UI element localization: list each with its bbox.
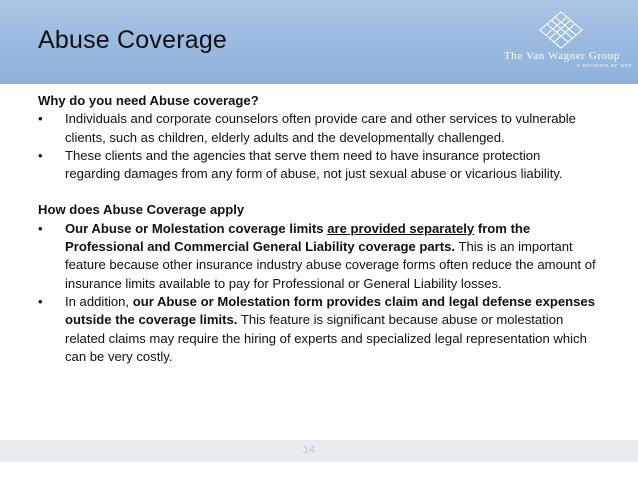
logo-emblem-icon	[536, 10, 586, 50]
slide-title: Abuse Coverage	[38, 26, 228, 54]
logo-company-name: The Van Wagner Group	[503, 50, 621, 62]
bullet-icon: •	[38, 220, 43, 236]
bullet-bold-text: Our Abuse or Molestation coverage limits	[65, 220, 328, 236]
bullet-lead-text: In addition,	[65, 293, 133, 309]
bullet-list-why	[38, 110, 598, 183]
bullet-text: This feature is significant because abuse or molestation related claims may require the hiring of experts and specialized legal representation which can be very costly.	[65, 312, 587, 364]
bullet-icon: •	[38, 147, 43, 163]
bullet-item	[38, 147, 598, 184]
bullet-icon: •	[38, 293, 43, 309]
section-heading-how: How does Abuse Coverage apply	[38, 202, 245, 218]
bullet-bold-text: from the Professional and Commercial General Liability coverage parts.	[65, 220, 531, 255]
bullet-text: These clients and the agencies that serve them need to have insurance protection regarding damages from any form of abuse, not just sexual abuse or vicarious liability.	[65, 147, 563, 182]
bullet-list-how	[38, 220, 598, 366]
bullet-item	[38, 293, 598, 366]
section-heading-why: Why do you need Abuse coverage?	[38, 93, 259, 108]
bullet-underlined-text: are provided separately	[327, 220, 475, 236]
bullet-bold-text: our Abuse or Molestation form provides claim and legal defense expenses outside the coverage limits.	[65, 293, 595, 328]
slide-body	[38, 92, 598, 366]
bullet-item	[38, 220, 598, 293]
logo-tagline: A DIVISION OF NFP	[576, 63, 632, 68]
section-spacer	[38, 183, 598, 201]
company-logo	[492, 10, 632, 70]
bullet-text: This is an important feature because other insurance industry abuse coverage forms often reduce the amount of insurance limits available to pay for Professional or General Liability losses.	[65, 239, 596, 291]
page-number: 14	[302, 444, 316, 456]
bullet-item	[38, 110, 598, 147]
bullet-text: Individuals and corporate counselors often provide care and other services to vulnerable clients, such as children, elderly adults and the developmentally challenged.	[65, 111, 576, 145]
bullet-icon: •	[38, 111, 43, 127]
